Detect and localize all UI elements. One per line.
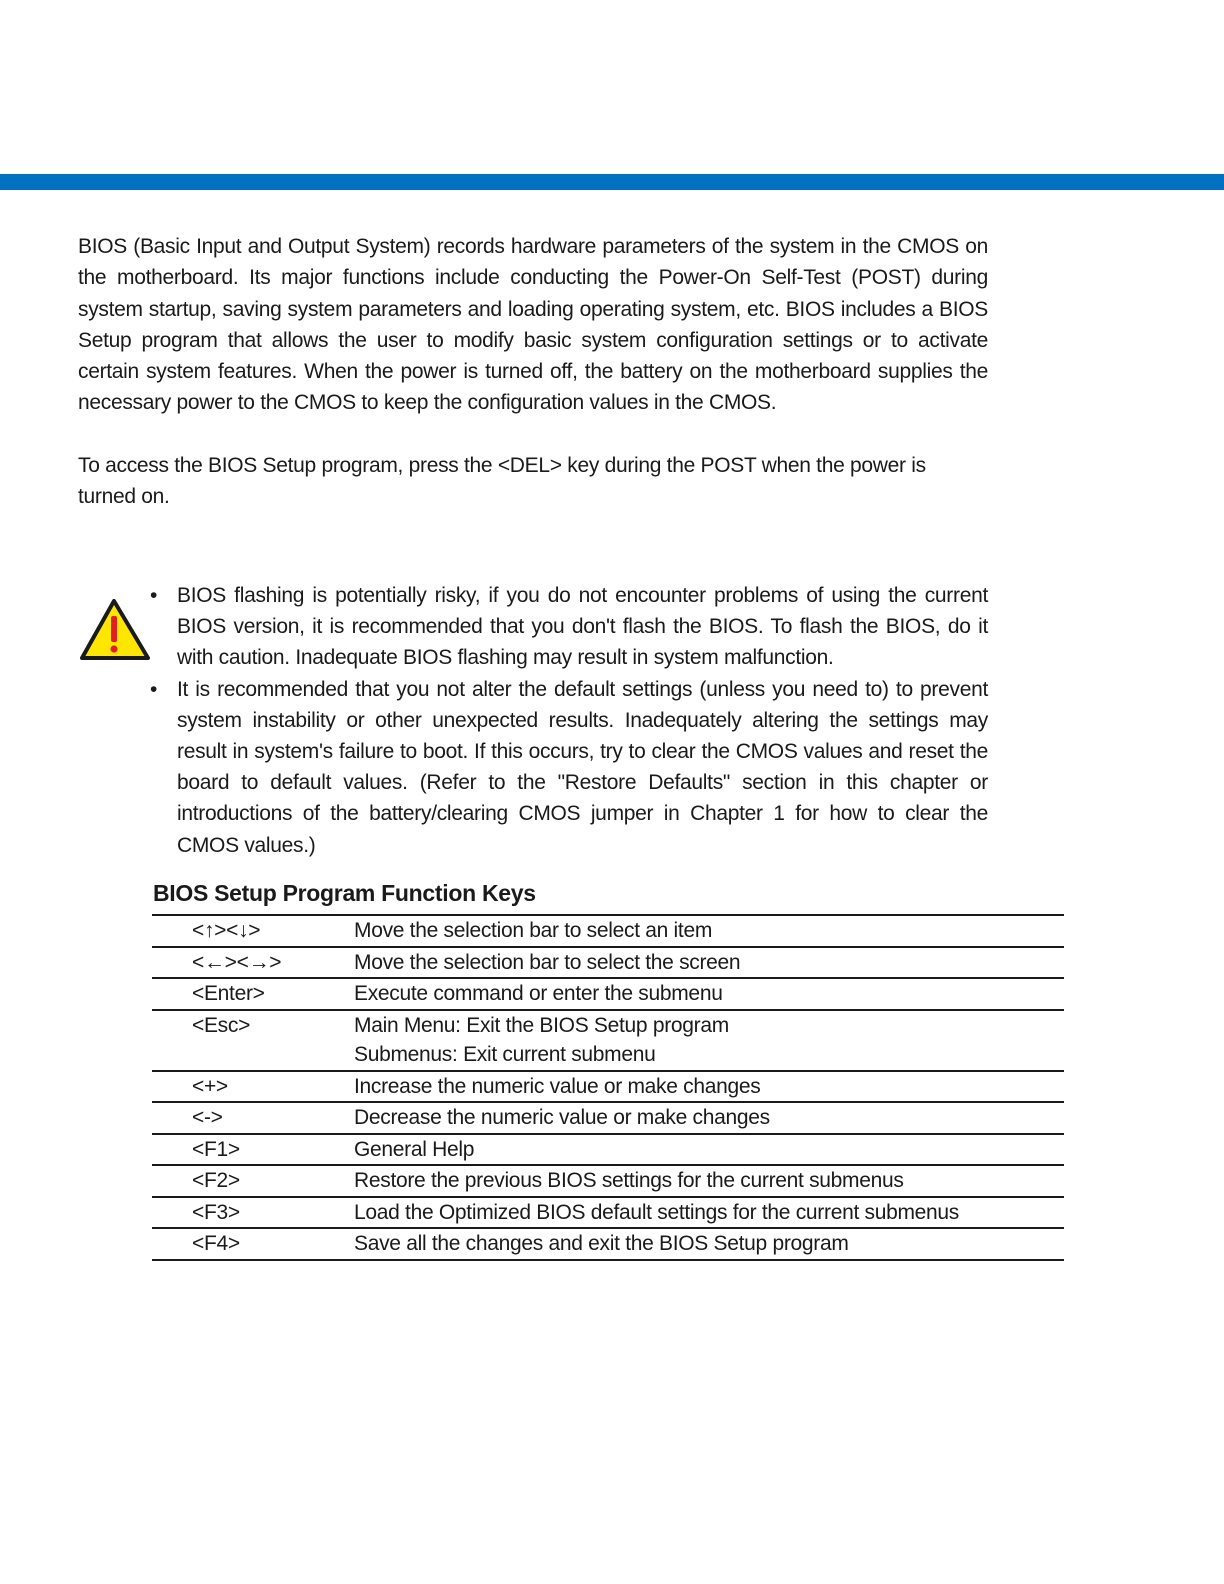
table-row (152, 1197, 1064, 1229)
desc-cell: Restore the previous BIOS settings for the current submenus (354, 1169, 904, 1192)
key-cell: <F1> (192, 1137, 240, 1161)
warning-text: BIOS flashing is potentially risky, if you do not encounter problems of using the current BIOS version, it is recommended that you don't flash the BIOS. To flash the BIOS, do it with caution. Inadequate BIOS flashing may result in system malfunction. (177, 584, 988, 670)
key-cell: <+> (192, 1074, 228, 1098)
table-row (152, 1071, 1064, 1103)
function-keys-table (152, 914, 1064, 1261)
warning-exclamation-dot (110, 645, 117, 652)
desc-cell: Move the selection bar to select an item (354, 919, 713, 942)
desc-cell: Save all the changes and exit the BIOS Setup program (354, 1232, 849, 1255)
warning-item (150, 674, 988, 861)
table-row (152, 978, 1064, 1010)
access-instruction: To access the BIOS Setup program, press the <DEL> key during the POST when the power is turned on. (78, 454, 926, 508)
key-cell: <F2> (192, 1169, 240, 1192)
bullet-icon: • (150, 584, 158, 607)
table-row (152, 1165, 1064, 1197)
desc-cell: General Help (354, 1137, 475, 1161)
desc-cell: Execute command or enter the submenu (354, 982, 723, 1005)
warning-exclamation-bar (111, 616, 117, 642)
desc-cell: Move the selection bar to select the screen (354, 950, 741, 974)
table-row (152, 1010, 1064, 1071)
table-row (152, 915, 1064, 947)
desc-cell: Increase the numeric value or make changes (354, 1074, 761, 1098)
warning-item (150, 580, 988, 674)
key-cell: <-> (192, 1106, 223, 1129)
header-band (0, 174, 1224, 190)
table-row (152, 947, 1064, 979)
table-row (152, 1134, 1064, 1166)
warning-icon (80, 598, 152, 662)
desc-cell: Main Menu: Exit the BIOS Setup program Submenus: Exit current submenu (354, 1013, 729, 1066)
desc-cell: Decrease the numeric value or make changes (354, 1106, 770, 1129)
key-cell: <↑><↓> (192, 919, 261, 942)
key-cell: <F4> (192, 1232, 240, 1255)
table-row (152, 1228, 1064, 1260)
key-cell: <Enter> (192, 982, 265, 1005)
warning-list (150, 580, 988, 861)
intro-section (78, 231, 988, 419)
key-cell: <Esc> (192, 1013, 251, 1037)
intro-paragraph: BIOS (Basic Input and Output System) records hardware parameters of the system in the CMOS on the motherboard. Its major functions include conducting the Power-On Self-Test (POST) during system startup, saving system parameters and loading operating system, etc. BIOS includes a BIOS Setup program that allows the user to modify basic system configuration settings or to activate certain system features. When the power is turned off, the battery on the motherboard supplies the necessary power to the CMOS to keep the configuration values in the CMOS. (78, 235, 988, 415)
bullet-icon: • (150, 677, 158, 701)
warning-text: It is recommended that you not alter the default settings (unless you need to) to prevent system instability or other unexpected results. Inadequately altering the settings may result in system's failure to boot. If this occurs, try to clear the CMOS values and reset the board to default values. (Refer to the "Restore Defaults" section in this chapter or introductions of the battery/clearing CMOS jumper in Chapter 1 for how to clear the CMOS values.) (177, 677, 988, 857)
function-keys-title: BIOS Setup Program Function Keys (153, 880, 536, 906)
desc-cell: Load the Optimized BIOS default settings for the current submenus (354, 1200, 960, 1224)
key-cell: <F3> (192, 1200, 240, 1224)
table-row (152, 1102, 1064, 1134)
key-cell: <←><→> (192, 950, 282, 974)
